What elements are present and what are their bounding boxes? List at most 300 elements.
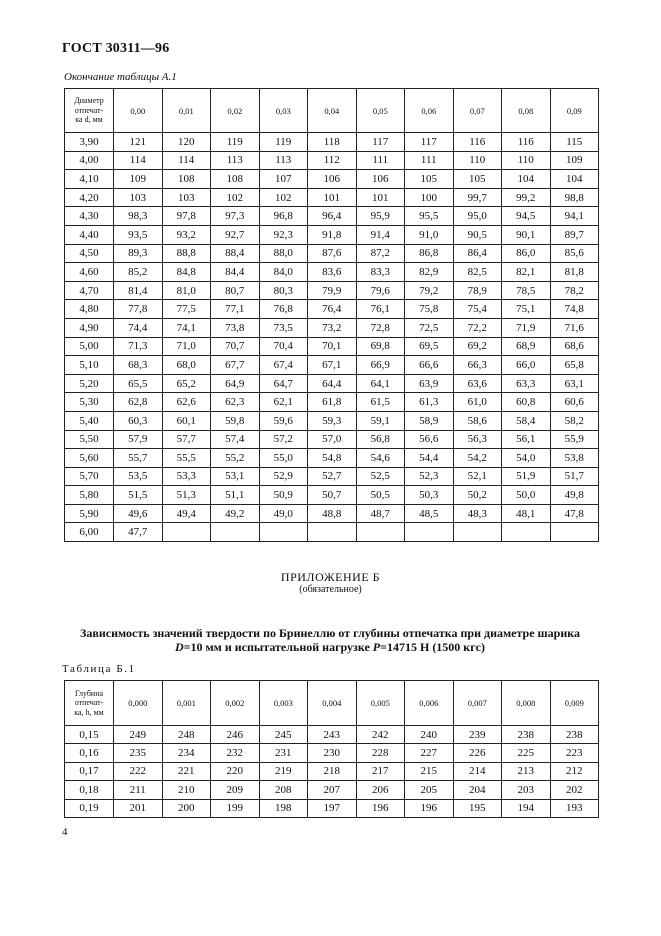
table-cell: 76,1 xyxy=(356,300,405,319)
table-cell: 84,8 xyxy=(162,263,211,282)
table-cell: 116 xyxy=(453,133,502,152)
header-line: отпечат- xyxy=(74,105,104,115)
table-cell: 55,2 xyxy=(211,449,260,468)
table-cell: 198 xyxy=(259,799,308,817)
table-cell: 62,3 xyxy=(211,393,260,412)
table-cell: 196 xyxy=(405,799,454,817)
table-row xyxy=(65,225,599,244)
table-cell: 57,0 xyxy=(308,430,357,449)
table-cell: 50,7 xyxy=(308,486,357,505)
table-cell: 197 xyxy=(308,799,357,817)
header-line: Диаметр xyxy=(74,96,104,106)
table-cell: 77,5 xyxy=(162,300,211,319)
table-cell: 235 xyxy=(114,744,163,762)
table-cell: 94,1 xyxy=(550,207,599,226)
table-cell: 70,7 xyxy=(211,337,260,356)
table-cell xyxy=(502,523,551,542)
table-cell: 93,2 xyxy=(162,225,211,244)
table-cell: 61,3 xyxy=(405,393,454,412)
row-header-cell: 5,20 xyxy=(65,374,114,393)
table-b1 xyxy=(64,680,599,818)
table-cell: 219 xyxy=(259,762,308,780)
table-cell: 60,3 xyxy=(114,411,163,430)
table-cell: 50,3 xyxy=(405,486,454,505)
table-cell: 55,7 xyxy=(114,449,163,468)
table-b1-header-row xyxy=(65,681,599,726)
table-cell: 77,1 xyxy=(211,300,260,319)
table-cell: 232 xyxy=(211,744,260,762)
table-cell: 94,5 xyxy=(502,207,551,226)
table-cell: 102 xyxy=(259,188,308,207)
table-cell: 54,0 xyxy=(502,449,551,468)
table-cell: 57,2 xyxy=(259,430,308,449)
table-cell: 92,3 xyxy=(259,225,308,244)
table-cell: 106 xyxy=(356,170,405,189)
table-cell: 104 xyxy=(502,170,551,189)
table-cell: 111 xyxy=(405,151,454,170)
heading-mid: =10 мм и испытательной нагрузке xyxy=(183,640,373,654)
table-cell: 74,4 xyxy=(114,318,163,337)
row-header-cell: 4,20 xyxy=(65,188,114,207)
table-cell: 60,8 xyxy=(502,393,551,412)
table-cell: 207 xyxy=(308,781,357,799)
table-cell: 69,8 xyxy=(356,337,405,356)
table-cell: 57,7 xyxy=(162,430,211,449)
table-row xyxy=(65,467,599,486)
table-cell: 87,2 xyxy=(356,244,405,263)
row-header-cell: 6,00 xyxy=(65,523,114,542)
page-number: 4 xyxy=(62,826,68,838)
table-cell: 61,0 xyxy=(453,393,502,412)
table-cell: 65,8 xyxy=(550,356,599,375)
table-cell: 193 xyxy=(550,799,599,817)
table-cell: 51,1 xyxy=(211,486,260,505)
table-cell: 202 xyxy=(550,781,599,799)
row-header-cell: 4,30 xyxy=(65,207,114,226)
table-cell: 242 xyxy=(356,726,405,744)
row-header-cell: 5,70 xyxy=(65,467,114,486)
table-cell: 63,6 xyxy=(453,374,502,393)
table-cell: 239 xyxy=(453,726,502,744)
table-row xyxy=(65,337,599,356)
table-cell: 63,9 xyxy=(405,374,454,393)
table-cell: 92,7 xyxy=(211,225,260,244)
table-cell: 86,0 xyxy=(502,244,551,263)
table-cell: 84,4 xyxy=(211,263,260,282)
table-cell: 51,5 xyxy=(114,486,163,505)
table-cell: 51,9 xyxy=(502,467,551,486)
table-cell: 203 xyxy=(502,781,551,799)
table-cell: 72,8 xyxy=(356,318,405,337)
row-header-cell: 4,80 xyxy=(65,300,114,319)
table-cell: 194 xyxy=(502,799,551,817)
table-cell: 71,9 xyxy=(502,318,551,337)
table-cell: 88,4 xyxy=(211,244,260,263)
table-cell: 113 xyxy=(259,151,308,170)
table-cell: 95,0 xyxy=(453,207,502,226)
column-header: 0,03 xyxy=(259,89,308,133)
table-cell: 108 xyxy=(211,170,260,189)
table-cell: 55,0 xyxy=(259,449,308,468)
table-cell: 213 xyxy=(502,762,551,780)
table-cell: 89,3 xyxy=(114,244,163,263)
column-header: 0,09 xyxy=(550,89,599,133)
column-header: 0,002 xyxy=(211,681,260,726)
table-cell: 49,6 xyxy=(114,504,163,523)
table-cell: 50,0 xyxy=(502,486,551,505)
table-b1-label: Таблица Б.1 xyxy=(62,663,136,675)
table-cell: 215 xyxy=(405,762,454,780)
table-cell: 88,8 xyxy=(162,244,211,263)
column-header: 0,04 xyxy=(308,89,357,133)
table-cell: 85,6 xyxy=(550,244,599,263)
column-header: 0,06 xyxy=(405,89,454,133)
table-cell: 65,2 xyxy=(162,374,211,393)
table-cell: 61,8 xyxy=(308,393,357,412)
table-cell: 54,6 xyxy=(356,449,405,468)
table-cell: 106 xyxy=(308,170,357,189)
table-cell: 102 xyxy=(211,188,260,207)
table-cell: 85,2 xyxy=(114,263,163,282)
table-cell: 118 xyxy=(308,133,357,152)
table-cell: 223 xyxy=(550,744,599,762)
table-cell: 200 xyxy=(162,799,211,817)
table-cell: 69,5 xyxy=(405,337,454,356)
table-cell: 109 xyxy=(114,170,163,189)
table-cell: 78,9 xyxy=(453,281,502,300)
table-row xyxy=(65,486,599,505)
table-cell: 83,3 xyxy=(356,263,405,282)
table-cell: 57,9 xyxy=(114,430,163,449)
table-cell: 69,2 xyxy=(453,337,502,356)
row-header-cell: 0,19 xyxy=(65,799,114,817)
table-cell: 66,9 xyxy=(356,356,405,375)
table-row xyxy=(65,449,599,468)
table-cell: 52,7 xyxy=(308,467,357,486)
table-a1-caption: Окончание таблицы А.1 xyxy=(64,71,177,83)
table-cell: 221 xyxy=(162,762,211,780)
table-cell xyxy=(308,523,357,542)
document-header: ГОСТ 30311—96 xyxy=(62,41,170,56)
table-a1-first-header xyxy=(65,89,114,133)
table-cell: 204 xyxy=(453,781,502,799)
column-header: 0,006 xyxy=(405,681,454,726)
table-cell: 48,8 xyxy=(308,504,357,523)
table-row xyxy=(65,170,599,189)
table-cell: 71,0 xyxy=(162,337,211,356)
row-header-cell: 5,90 xyxy=(65,504,114,523)
table-cell xyxy=(550,523,599,542)
table-cell: 98,8 xyxy=(550,188,599,207)
table-cell: 246 xyxy=(211,726,260,744)
table-cell: 97,8 xyxy=(162,207,211,226)
table-cell: 47,8 xyxy=(550,504,599,523)
table-cell: 67,1 xyxy=(308,356,357,375)
column-header: 0,01 xyxy=(162,89,211,133)
row-header-cell: 0,18 xyxy=(65,781,114,799)
table-cell: 63,1 xyxy=(550,374,599,393)
table-cell: 121 xyxy=(114,133,163,152)
table-row xyxy=(65,263,599,282)
table-cell: 82,9 xyxy=(405,263,454,282)
table-cell: 52,5 xyxy=(356,467,405,486)
table-row xyxy=(65,744,599,762)
table-cell: 228 xyxy=(356,744,405,762)
table-cell: 48,5 xyxy=(405,504,454,523)
table-cell: 73,5 xyxy=(259,318,308,337)
table-cell: 116 xyxy=(502,133,551,152)
table-cell xyxy=(211,523,260,542)
table-a1-header-row xyxy=(65,89,599,133)
row-header-cell: 5,00 xyxy=(65,337,114,356)
table-cell: 101 xyxy=(308,188,357,207)
table-cell: 58,6 xyxy=(453,411,502,430)
header-line: ка d, мм xyxy=(75,115,103,125)
table-cell: 205 xyxy=(405,781,454,799)
table-cell: 114 xyxy=(114,151,163,170)
table-cell: 74,1 xyxy=(162,318,211,337)
table-cell: 227 xyxy=(405,744,454,762)
table-cell: 108 xyxy=(162,170,211,189)
table-cell xyxy=(453,523,502,542)
row-header-cell: 5,10 xyxy=(65,356,114,375)
row-header-cell: 4,70 xyxy=(65,281,114,300)
row-header-cell: 5,30 xyxy=(65,393,114,412)
table-cell: 76,4 xyxy=(308,300,357,319)
table-cell: 48,3 xyxy=(453,504,502,523)
row-header-cell: 4,10 xyxy=(65,170,114,189)
table-row xyxy=(65,318,599,337)
header-line: отпечат- xyxy=(74,698,104,708)
table-cell: 68,9 xyxy=(502,337,551,356)
table-cell: 230 xyxy=(308,744,357,762)
table-cell: 64,1 xyxy=(356,374,405,393)
table-cell: 97,3 xyxy=(211,207,260,226)
table-cell: 217 xyxy=(356,762,405,780)
table-row xyxy=(65,430,599,449)
table-cell: 55,9 xyxy=(550,430,599,449)
table-cell: 196 xyxy=(356,799,405,817)
header-line: ка, h, мм xyxy=(74,707,104,717)
table-cell: 49,0 xyxy=(259,504,308,523)
table-cell: 208 xyxy=(259,781,308,799)
table-cell: 89,7 xyxy=(550,225,599,244)
table-row xyxy=(65,781,599,799)
table-cell: 113 xyxy=(211,151,260,170)
table-cell: 59,6 xyxy=(259,411,308,430)
table-cell: 62,8 xyxy=(114,393,163,412)
table-cell: 48,1 xyxy=(502,504,551,523)
table-cell: 210 xyxy=(162,781,211,799)
table-row xyxy=(65,244,599,263)
column-header: 0,02 xyxy=(211,89,260,133)
table-cell: 60,1 xyxy=(162,411,211,430)
table-cell: 59,8 xyxy=(211,411,260,430)
table-cell: 238 xyxy=(502,726,551,744)
table-cell: 98,3 xyxy=(114,207,163,226)
table-cell: 109 xyxy=(550,151,599,170)
table-cell: 51,7 xyxy=(550,467,599,486)
table-cell: 64,7 xyxy=(259,374,308,393)
appendix-heading xyxy=(80,626,580,654)
table-row xyxy=(65,393,599,412)
table-cell: 214 xyxy=(453,762,502,780)
table-cell: 54,2 xyxy=(453,449,502,468)
table-b1-body xyxy=(65,726,599,818)
table-cell: 101 xyxy=(356,188,405,207)
table-cell: 86,4 xyxy=(453,244,502,263)
table-cell: 56,1 xyxy=(502,430,551,449)
table-cell: 51,3 xyxy=(162,486,211,505)
table-cell: 245 xyxy=(259,726,308,744)
row-header-cell: 0,15 xyxy=(65,726,114,744)
table-cell: 206 xyxy=(356,781,405,799)
table-cell: 48,7 xyxy=(356,504,405,523)
row-header-cell: 5,60 xyxy=(65,449,114,468)
table-cell: 115 xyxy=(550,133,599,152)
table-cell: 57,4 xyxy=(211,430,260,449)
row-header-cell: 5,50 xyxy=(65,430,114,449)
table-cell: 90,1 xyxy=(502,225,551,244)
table-cell: 58,4 xyxy=(502,411,551,430)
table-cell: 53,5 xyxy=(114,467,163,486)
table-cell: 84,0 xyxy=(259,263,308,282)
table-cell xyxy=(259,523,308,542)
table-cell: 52,9 xyxy=(259,467,308,486)
table-cell: 49,2 xyxy=(211,504,260,523)
table-cell: 59,3 xyxy=(308,411,357,430)
table-cell: 50,5 xyxy=(356,486,405,505)
table-row xyxy=(65,133,599,152)
table-cell: 71,6 xyxy=(550,318,599,337)
table-cell: 243 xyxy=(308,726,357,744)
table-cell: 79,2 xyxy=(405,281,454,300)
heading-line-1: Зависимость значений твердости по Бринеллю от глубины отпечатка при диаметре шарика xyxy=(80,626,580,640)
table-cell: 78,2 xyxy=(550,281,599,300)
table-cell: 248 xyxy=(162,726,211,744)
row-header-cell: 4,50 xyxy=(65,244,114,263)
column-header: 0,08 xyxy=(502,89,551,133)
table-cell: 234 xyxy=(162,744,211,762)
table-row xyxy=(65,151,599,170)
table-cell: 218 xyxy=(308,762,357,780)
table-cell: 62,6 xyxy=(162,393,211,412)
table-row xyxy=(65,411,599,430)
table-cell: 212 xyxy=(550,762,599,780)
table-cell: 104 xyxy=(550,170,599,189)
row-header-cell: 5,40 xyxy=(65,411,114,430)
table-cell: 74,8 xyxy=(550,300,599,319)
table-cell: 66,0 xyxy=(502,356,551,375)
table-cell: 59,1 xyxy=(356,411,405,430)
table-row xyxy=(65,207,599,226)
table-row xyxy=(65,799,599,817)
row-header-cell: 4,00 xyxy=(65,151,114,170)
table-cell: 65,5 xyxy=(114,374,163,393)
table-cell: 80,3 xyxy=(259,281,308,300)
column-header: 0,008 xyxy=(502,681,551,726)
table-cell: 72,5 xyxy=(405,318,454,337)
table-cell: 114 xyxy=(162,151,211,170)
table-cell: 64,4 xyxy=(308,374,357,393)
table-cell: 75,4 xyxy=(453,300,502,319)
column-header: 0,07 xyxy=(453,89,502,133)
table-cell: 93,5 xyxy=(114,225,163,244)
table-row xyxy=(65,504,599,523)
table-cell xyxy=(405,523,454,542)
table-b1-first-header xyxy=(65,681,114,726)
table-cell: 56,6 xyxy=(405,430,454,449)
table-cell: 62,1 xyxy=(259,393,308,412)
table-cell: 195 xyxy=(453,799,502,817)
table-cell: 79,9 xyxy=(308,281,357,300)
table-cell: 86,8 xyxy=(405,244,454,263)
table-cell: 231 xyxy=(259,744,308,762)
appendix-subtitle: (обязательное) xyxy=(299,584,362,595)
column-header: 0,009 xyxy=(550,681,599,726)
table-cell: 72,2 xyxy=(453,318,502,337)
table-row xyxy=(65,374,599,393)
table-cell: 107 xyxy=(259,170,308,189)
column-header: 0,00 xyxy=(114,89,163,133)
row-header-cell: 4,60 xyxy=(65,263,114,282)
table-cell: 88,0 xyxy=(259,244,308,263)
table-cell: 117 xyxy=(356,133,405,152)
table-row xyxy=(65,281,599,300)
table-cell: 81,0 xyxy=(162,281,211,300)
table-cell: 50,9 xyxy=(259,486,308,505)
table-cell: 90,5 xyxy=(453,225,502,244)
table-cell: 112 xyxy=(308,151,357,170)
appendix-title: ПРИЛОЖЕНИЕ Б xyxy=(280,570,381,584)
table-cell: 66,3 xyxy=(453,356,502,375)
table-cell: 54,8 xyxy=(308,449,357,468)
table-cell: 50,2 xyxy=(453,486,502,505)
table-cell: 110 xyxy=(453,151,502,170)
table-cell xyxy=(162,523,211,542)
table-cell: 53,1 xyxy=(211,467,260,486)
row-header-cell: 3,90 xyxy=(65,133,114,152)
table-cell: 68,3 xyxy=(114,356,163,375)
table-cell: 238 xyxy=(550,726,599,744)
table-row xyxy=(65,726,599,744)
table-cell: 100 xyxy=(405,188,454,207)
table-cell: 47,7 xyxy=(114,523,163,542)
table-cell: 60,6 xyxy=(550,393,599,412)
table-cell: 91,8 xyxy=(308,225,357,244)
table-cell: 119 xyxy=(259,133,308,152)
table-cell: 199 xyxy=(211,799,260,817)
table-cell: 73,8 xyxy=(211,318,260,337)
table-cell: 67,7 xyxy=(211,356,260,375)
table-cell: 96,8 xyxy=(259,207,308,226)
table-cell: 220 xyxy=(211,762,260,780)
table-cell: 76,8 xyxy=(259,300,308,319)
table-cell: 52,3 xyxy=(405,467,454,486)
table-cell xyxy=(356,523,405,542)
row-header-cell: 0,16 xyxy=(65,744,114,762)
row-header-cell: 0,17 xyxy=(65,762,114,780)
table-cell: 80,7 xyxy=(211,281,260,300)
table-cell: 81,8 xyxy=(550,263,599,282)
row-header-cell: 5,80 xyxy=(65,486,114,505)
table-cell: 95,9 xyxy=(356,207,405,226)
table-cell: 49,8 xyxy=(550,486,599,505)
table-cell: 49,4 xyxy=(162,504,211,523)
table-row xyxy=(65,762,599,780)
table-cell: 95,5 xyxy=(405,207,454,226)
heading-end: =14715 Н (1500 кгс) xyxy=(380,640,485,654)
